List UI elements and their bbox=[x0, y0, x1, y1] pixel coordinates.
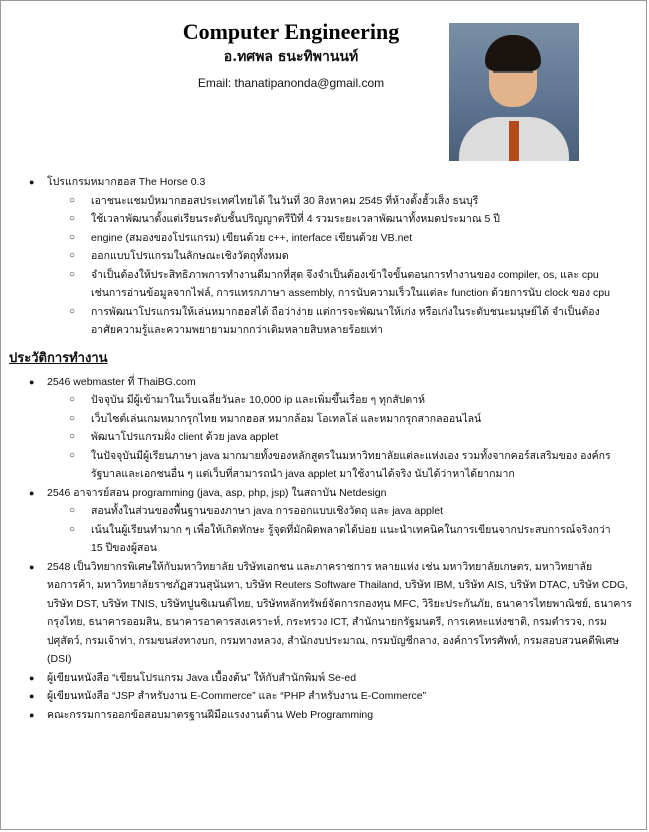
list-item: ○ สอนทั้งในส่วนของพื้นฐานของภาษา java การออกแบบเชิงวัตถุ และ java applet bbox=[47, 502, 636, 521]
list-item: ○ พัฒนาโปรแกรมฝั่ง client ด้วย java applet bbox=[47, 428, 636, 447]
page-title: Computer Engineering bbox=[182, 19, 400, 44]
list-item: ● 2548 เป็นวิทยากรพิเศษให้กับมหาวิทยาลัย บริษัทเอกชน และภาคราชการ หลายแห่ง เช่น มหาวิทยาลัยเกษตร, มหาวิทยาลัยหอการค้า, มหาวิทยาลัยราชภัฏสวนสุนันทา, บริษัท Reuters Software Thailand, บริษัท IBM, บริษัท AIS, บริษัท DTAC, บริษัท CDG, บริษัท DST, บริษัท TNIS, บริษัทปูนซิเมนต์ไทย, บริษัทหลักทรัพย์จัดการกองทุน MFC, วิริยะประกันภัย, ธนาคารไทยพาณิชย์, ธนาคารกรุงไทย, ธนาคารออมสิน, ธนาคารอาคารสงเคราะห์, กระทรวง ICT, สำนักนายกรัฐมนตรี, การเคหะแห่งชาติ, กรมตำรวจ, กรมปศุสัตว์, กรมเจ้าท่า, กรมขนส่งทางบก, กรมทางหลวง, สำนักงบประมาณ, กรมบัญชีกลาง, องค์การโทรศัพท์, กรมสอบสวนคดีพิเศษ (DSI) bbox=[1, 558, 648, 669]
project-list bbox=[1, 173, 648, 340]
work-history-list bbox=[1, 373, 648, 725]
list-item bbox=[1, 173, 648, 340]
profile-photo bbox=[449, 23, 579, 161]
list-item: ● คณะกรรมการออกข้อสอบมาตรฐานฝีมือแรงงานด้าน Web Programming bbox=[1, 706, 648, 725]
list-item bbox=[1, 484, 648, 558]
list-item: ○ ปัจจุบัน มีผู้เข้ามาในเว็บเฉลี่ยวันละ 10,000 ip และเพิ่มขึ้นเรื่อย ๆ ทุกสัปดาห์ bbox=[47, 391, 636, 410]
photo-glasses bbox=[493, 71, 533, 81]
list-item: ○ ออกแบบโปรแกรมในลักษณะเชิงวัตถุทั้งหมด bbox=[47, 247, 636, 266]
resume-content bbox=[1, 173, 648, 724]
entry-title: 2546 อาจารย์สอน programming (java, asp, php, jsp) ในสถาบัน Netdesign bbox=[47, 486, 387, 499]
author-name: อ.ทศพล ธนะทิพานนท์ bbox=[223, 49, 359, 65]
list-item: ○ จำเป็นต้องให้ประสิทธิภาพการทำงานดีมากที่สุด จึงจำเป็นต้องเข้าใจขั้นตอนการทำงานของ compiler, os, และ cpu เช่นการอ่านข้อมูลจากไฟล์, การแทรกภาษา assembly, การนับความเร็วในแต่ละ function ด้วยการนับ clock ของ cpu bbox=[47, 266, 636, 303]
list-item: ○ เว็บไซต์เล่นเกมหมากรุกไทย หมากฮอส หมากล้อม โอเทลโล่ และหมากรุกสากลออนไลน์ bbox=[47, 410, 636, 429]
list-item: ● ผู้เขียนหนังสือ “เขียนโปรแกรม Java เบื้องต้น” ให้กับสำนักพิมพ์ Se-ed bbox=[1, 669, 648, 688]
sub-list bbox=[47, 502, 636, 558]
list-item: ● ผู้เขียนหนังสือ “JSP สำหรับงาน E-Commerce” และ “PHP สำหรับงาน E-Commerce” bbox=[1, 687, 648, 706]
photo-hair bbox=[485, 35, 541, 71]
photo-tie bbox=[509, 121, 519, 161]
sub-list bbox=[47, 192, 636, 340]
email-text: Email: thanatipanonda@gmail.com bbox=[197, 76, 385, 90]
list-item bbox=[1, 373, 648, 484]
list-item: ○ เน้นในผู้เรียนทำมาก ๆ เพื่อให้เกิดทักษะ รู้จุดที่มักผิดพลาดได้บ่อย แนะนำเทคนิคในการเขียนจากประสบการณ์จริงกว่า 15 ปีของผู้สอน bbox=[47, 521, 636, 558]
list-item: ○ ในปัจจุบันมีผู้เรียนภาษา java มากมายทั้งของหลักสูตรในมหาวิทยาลัยแต่ละแห่งเอง รวมทั้งจากคอร์สเสริมของ องค์กรรัฐบาลและเอกชนอื่น ๆ แต่เว็บที่สามารถนำ java applet มาใช้งานได้จริง นับได้ว่าหาได้ยากมาก bbox=[47, 447, 636, 484]
sub-list bbox=[47, 391, 636, 484]
list-item: ○ engine (สมองของโปรแกรม) เขียนด้วย c++, interface เขียนด้วย VB.net bbox=[47, 229, 636, 248]
list-item: ○ เอาชนะแชมป์หมากฮอสประเทศไทยได้ ในวันที่ 30 สิงหาคม 2545 ที่ห้างตั้งฮั้วเส็ง ธนบุรี bbox=[47, 192, 636, 211]
list-item: ○ ใช้เวลาพัฒนาตั้งแต่เรียนระดับชั้นปริญญาตรีปีที่ 4 รวมระยะเวลาพัฒนาทั้งหมดประมาณ 5 ปี bbox=[47, 210, 636, 229]
list-item: ○ การพัฒนาโปรแกรมให้เล่นหมากฮอสได้ ถือว่าง่าย แต่การจะพัฒนาให้เก่ง หรือเก่งในระดับชนะมนุษย์ได้ จำเป็นต้องอาศัยความรู้และความพยายามมากกว่าเดิมหลายสิบหลายร้อยเท่า bbox=[47, 303, 636, 340]
entry-title: 2546 webmaster ที่ ThaiBG.com bbox=[47, 375, 196, 388]
section-heading: ประวัติการทำงาน bbox=[9, 350, 108, 366]
project-title: โปรแกรมหมากฮอส The Horse 0.3 bbox=[47, 176, 206, 188]
